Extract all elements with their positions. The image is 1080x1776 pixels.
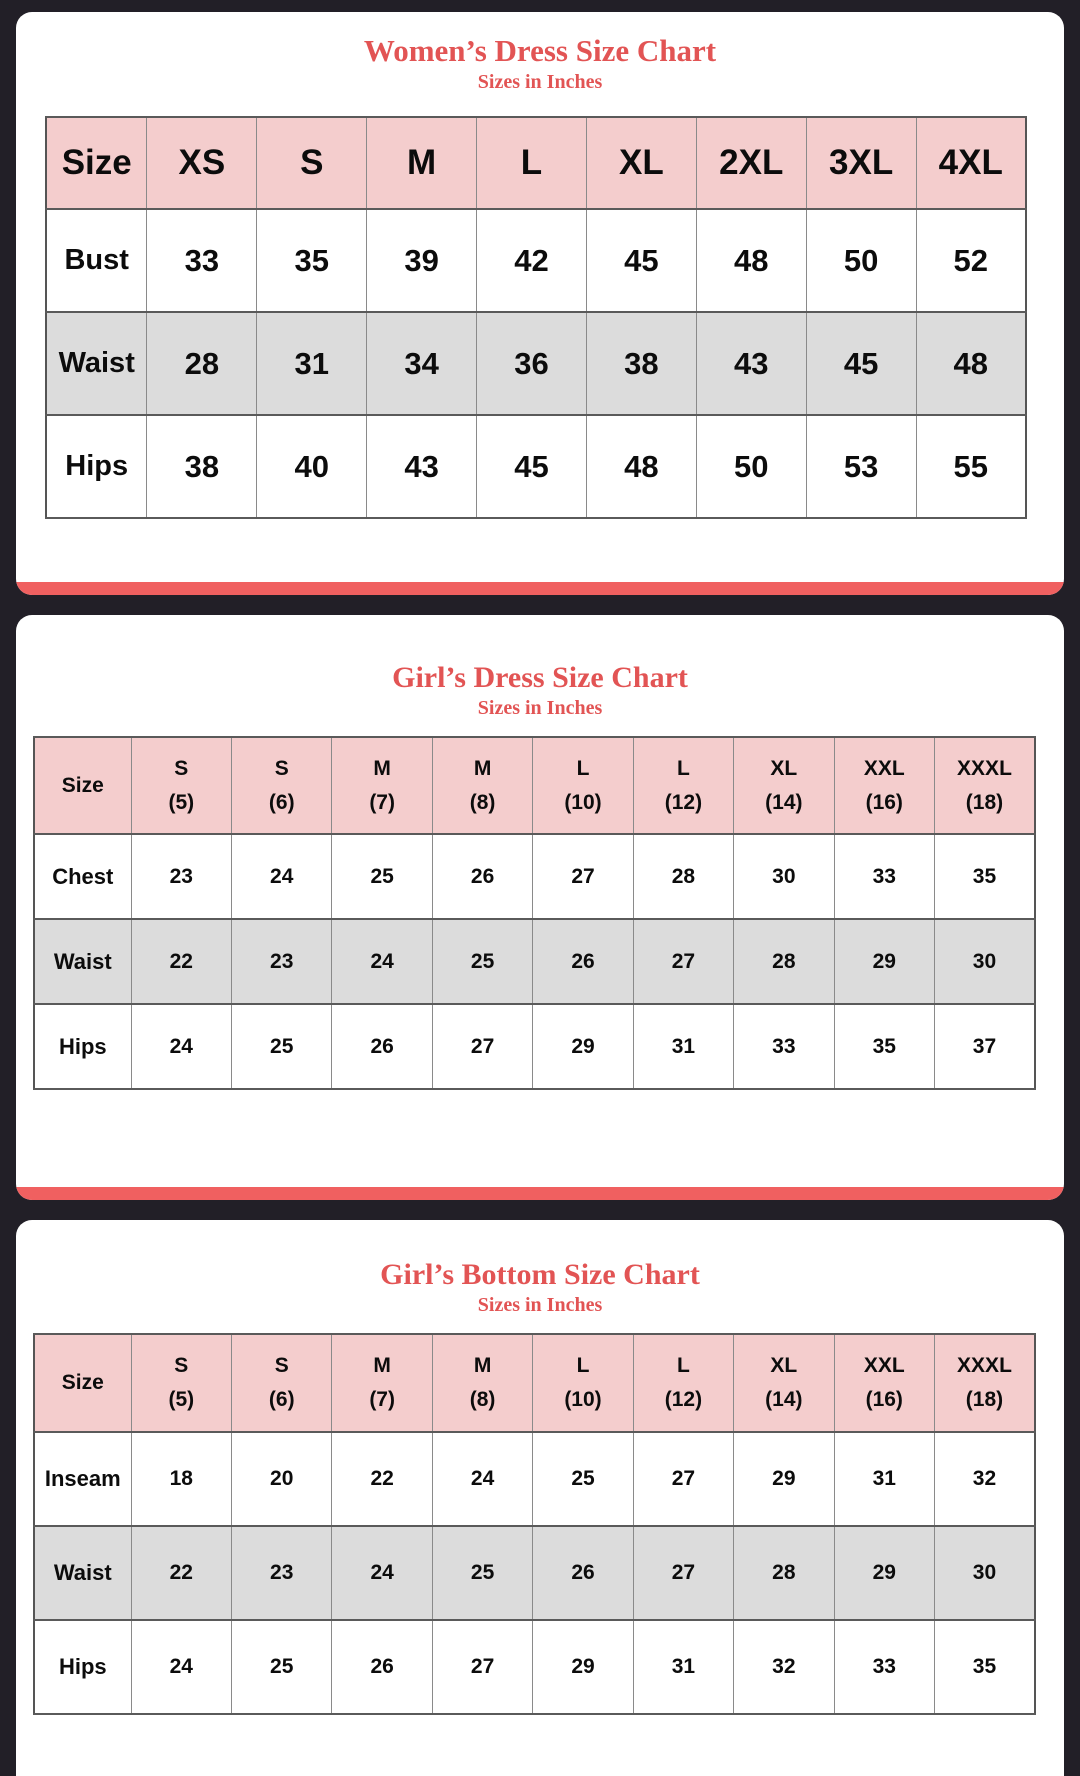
value-cell: 34 — [367, 312, 477, 415]
value-cell: 27 — [432, 1620, 532, 1714]
value-cell: 25 — [432, 1526, 532, 1620]
value-cell: 45 — [586, 209, 696, 312]
header-cell: XL (14) — [734, 737, 834, 834]
value-cell: 48 — [586, 415, 696, 518]
value-cell: 23 — [232, 1526, 332, 1620]
value-cell: 52 — [916, 209, 1026, 312]
header-cell: Size — [46, 117, 147, 209]
value-cell: 27 — [432, 1004, 532, 1089]
value-cell: 38 — [147, 415, 257, 518]
value-cell: 22 — [332, 1432, 432, 1526]
value-cell: 28 — [633, 834, 733, 919]
value-cell: 35 — [934, 1620, 1035, 1714]
value-cell: 28 — [147, 312, 257, 415]
value-cell: 30 — [934, 1526, 1035, 1620]
value-cell: 29 — [734, 1432, 834, 1526]
value-cell: 26 — [533, 1526, 633, 1620]
header-cell: L (12) — [633, 737, 733, 834]
value-cell: 26 — [432, 834, 532, 919]
womens-dress-size-table — [45, 116, 1027, 519]
header-cell: S — [257, 117, 367, 209]
table-header-row — [34, 1334, 1035, 1432]
value-cell: 27 — [533, 834, 633, 919]
value-cell: 48 — [916, 312, 1026, 415]
chart-subtitle: Sizes in Inches — [477, 697, 603, 719]
value-cell: 37 — [934, 1004, 1035, 1089]
value-cell: 36 — [477, 312, 587, 415]
girls-dress-size-card — [16, 615, 1064, 1200]
header-cell: XL — [586, 117, 696, 209]
value-cell: 35 — [257, 209, 367, 312]
value-cell: 25 — [332, 834, 432, 919]
chart-subtitle: Sizes in Inches — [477, 71, 603, 94]
value-cell: 25 — [232, 1620, 332, 1714]
card-accent-strip — [16, 1187, 1064, 1200]
header-cell: M (8) — [432, 737, 532, 834]
row-label: Inseam — [34, 1432, 131, 1526]
value-cell: 45 — [806, 312, 916, 415]
chart-subtitle: Sizes in Inches — [477, 1294, 603, 1316]
value-cell: 33 — [834, 1620, 934, 1714]
value-cell: 18 — [131, 1432, 231, 1526]
value-cell: 23 — [131, 834, 231, 919]
card-accent-strip — [16, 582, 1064, 595]
row-label: Waist — [34, 1526, 131, 1620]
value-cell: 43 — [696, 312, 806, 415]
header-cell: XS — [147, 117, 257, 209]
header-cell: 2XL — [696, 117, 806, 209]
header-cell: XXL (16) — [834, 737, 934, 834]
value-cell: 25 — [432, 919, 532, 1004]
value-cell: 31 — [633, 1004, 733, 1089]
header-cell: M — [367, 117, 477, 209]
header-cell: L (10) — [533, 737, 633, 834]
table-row-waist — [46, 312, 1026, 415]
value-cell: 26 — [332, 1620, 432, 1714]
row-label: Waist — [34, 919, 131, 1004]
value-cell: 45 — [477, 415, 587, 518]
header-cell: M (7) — [332, 737, 432, 834]
value-cell: 24 — [432, 1432, 532, 1526]
value-cell: 24 — [332, 1526, 432, 1620]
chart-title: Women’s Dress Size Chart — [363, 33, 717, 68]
header-cell: XL (14) — [734, 1334, 834, 1432]
value-cell: 24 — [131, 1004, 231, 1089]
header-cell: XXL (16) — [834, 1334, 934, 1432]
value-cell: 25 — [232, 1004, 332, 1089]
value-cell: 35 — [934, 834, 1035, 919]
value-cell: 42 — [477, 209, 587, 312]
chart-title: Girl’s Bottom Size Chart — [380, 1258, 700, 1291]
value-cell: 31 — [834, 1432, 934, 1526]
value-cell: 25 — [533, 1432, 633, 1526]
value-cell: 48 — [696, 209, 806, 312]
header-cell: XXXL (18) — [934, 1334, 1035, 1432]
value-cell: 33 — [147, 209, 257, 312]
table-row-hips — [34, 1004, 1035, 1089]
header-cell: Size — [34, 1334, 131, 1432]
value-cell: 26 — [332, 1004, 432, 1089]
table-row-chest — [34, 834, 1035, 919]
value-cell: 29 — [533, 1620, 633, 1714]
table-row-hips — [46, 415, 1026, 518]
girls-bottom-size-table — [33, 1333, 1036, 1715]
header-cell: S (6) — [232, 737, 332, 834]
header-cell: S (5) — [131, 737, 231, 834]
value-cell: 24 — [131, 1620, 231, 1714]
table-row-inseam — [34, 1432, 1035, 1526]
womens-dress-size-card — [16, 12, 1064, 595]
value-cell: 22 — [131, 1526, 231, 1620]
value-cell: 32 — [934, 1432, 1035, 1526]
table-header-row — [34, 737, 1035, 834]
value-cell: 55 — [916, 415, 1026, 518]
value-cell: 27 — [633, 1432, 733, 1526]
value-cell: 28 — [734, 919, 834, 1004]
value-cell: 43 — [367, 415, 477, 518]
value-cell: 39 — [367, 209, 477, 312]
value-cell: 29 — [834, 919, 934, 1004]
row-label: Chest — [34, 834, 131, 919]
table-row-waist — [34, 1526, 1035, 1620]
value-cell: 30 — [934, 919, 1035, 1004]
row-label: Hips — [46, 415, 147, 518]
header-cell: L (12) — [633, 1334, 733, 1432]
row-label: Waist — [46, 312, 147, 415]
value-cell: 29 — [834, 1526, 934, 1620]
value-cell: 23 — [232, 919, 332, 1004]
row-label: Hips — [34, 1004, 131, 1089]
header-cell: S (5) — [131, 1334, 231, 1432]
header-cell: S (6) — [232, 1334, 332, 1432]
header-cell: M (8) — [432, 1334, 532, 1432]
value-cell: 27 — [633, 919, 733, 1004]
value-cell: 32 — [734, 1620, 834, 1714]
row-label: Hips — [34, 1620, 131, 1714]
girls-dress-size-table — [33, 736, 1036, 1090]
girls-bottom-size-card — [16, 1220, 1064, 1776]
table-row-bust — [46, 209, 1026, 312]
value-cell: 33 — [834, 834, 934, 919]
chart-title: Girl’s Dress Size Chart — [392, 661, 688, 694]
value-cell: 35 — [834, 1004, 934, 1089]
row-label: Bust — [46, 209, 147, 312]
value-cell: 50 — [806, 209, 916, 312]
value-cell: 29 — [533, 1004, 633, 1089]
value-cell: 26 — [533, 919, 633, 1004]
value-cell: 27 — [633, 1526, 733, 1620]
header-cell: M (7) — [332, 1334, 432, 1432]
header-cell: L (10) — [533, 1334, 633, 1432]
value-cell: 28 — [734, 1526, 834, 1620]
value-cell: 22 — [131, 919, 231, 1004]
value-cell: 30 — [734, 834, 834, 919]
value-cell: 50 — [696, 415, 806, 518]
header-cell: 4XL — [916, 117, 1026, 209]
header-cell: 3XL — [806, 117, 916, 209]
table-row-waist — [34, 919, 1035, 1004]
value-cell: 31 — [633, 1620, 733, 1714]
header-cell: XXXL (18) — [934, 737, 1035, 834]
value-cell: 24 — [332, 919, 432, 1004]
header-cell: Size — [34, 737, 131, 834]
table-header-row — [46, 117, 1026, 209]
table-row-hips — [34, 1620, 1035, 1714]
value-cell: 24 — [232, 834, 332, 919]
value-cell: 20 — [232, 1432, 332, 1526]
value-cell: 33 — [734, 1004, 834, 1089]
value-cell: 38 — [586, 312, 696, 415]
value-cell: 40 — [257, 415, 367, 518]
value-cell: 31 — [257, 312, 367, 415]
value-cell: 53 — [806, 415, 916, 518]
header-cell: L — [477, 117, 587, 209]
